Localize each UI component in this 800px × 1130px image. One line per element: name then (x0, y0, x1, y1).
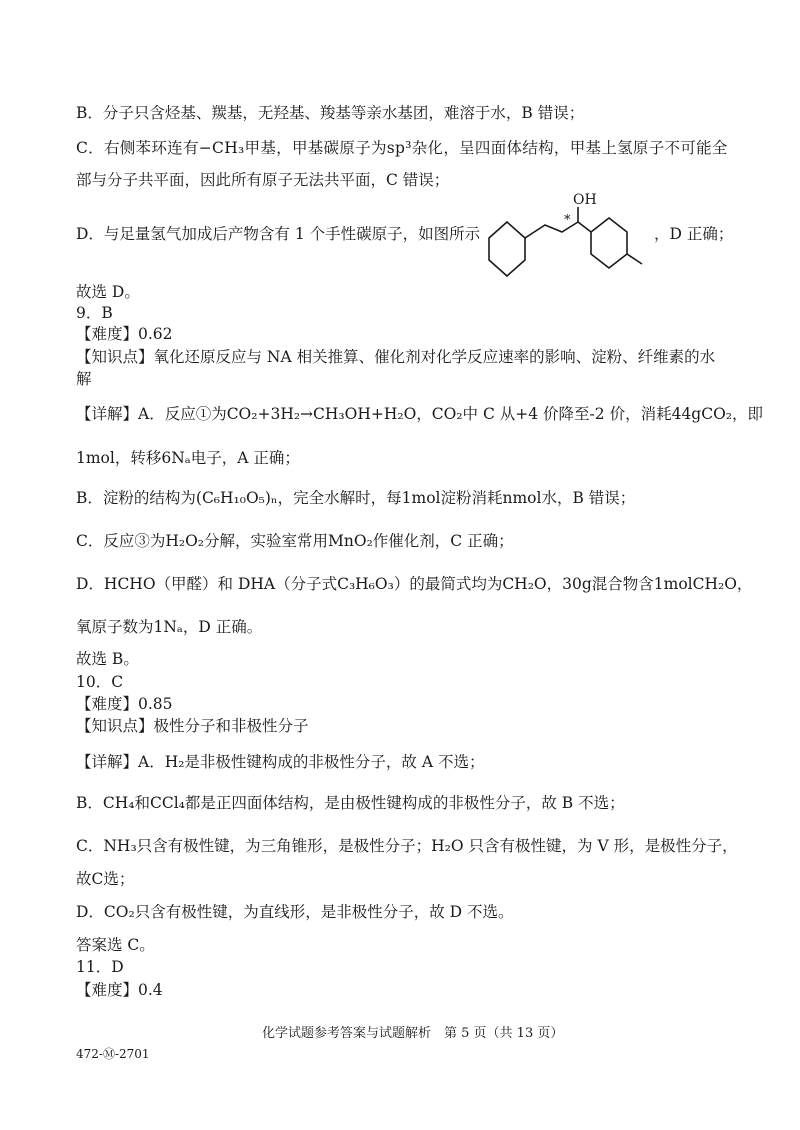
q9-knowledge-line2: 解 (76, 370, 92, 388)
ring-link-bond (578, 222, 591, 232)
q8-option-c-line2: 部与分子共平面，因此所有原子无法共平面，C 错误； (76, 171, 450, 189)
q9-detail-a-line1: 【详解】A．反应①为CO₂+3H₂→CH₃OH+H₂O，CO₂中 C 从+4 价降至-2 价，消耗44gCO₂，即 (76, 405, 764, 423)
methyl-bond (627, 254, 642, 264)
q10-answer: 答案选 C。 (76, 936, 155, 954)
q9-number: 9．B (76, 304, 113, 322)
q8-answer: 故选 D。 (76, 283, 140, 301)
q9-option-d-line2: 氧原子数为1Nₐ，D 正确。 (76, 618, 263, 636)
q9-knowledge-line1: 【知识点】氧化还原反应与 NA 相关推算、催化剂对化学反应速率的影响、淀粉、纤维素的水 (76, 348, 716, 366)
q8-option-d-text: D．与足量氢气加成后产物含有 1 个手性碳原子，如图所示 (76, 225, 481, 243)
q11-difficulty: 【难度】0.4 (76, 981, 163, 999)
chiral-carbon-structure (482, 188, 654, 280)
q9-answer: 故选 B。 (76, 650, 139, 668)
q9-detail-a-line2: 1mol，转移6Nₐ电子，A 正确； (76, 449, 300, 467)
q9-option-b: B．淀粉的结构为(C₆H₁₀O₅)ₙ，完全水解时，每1mol淀粉消耗nmol水，B 错误； (76, 489, 636, 507)
q10-number: 10．C (76, 673, 124, 691)
q10-difficulty: 【难度】0.85 (76, 695, 173, 713)
q8-option-b: B．分子只含烃基、羰基，无羟基、羧基等亲水基团，难溶于水，B 错误； (76, 104, 585, 122)
q10-option-c-line2: 故C选； (76, 870, 135, 888)
q10-detail-a: 【详解】A．H₂是非极性键构成的非极性分子，故 A 不选； (76, 753, 485, 771)
q10-option-d: D．CO₂只含有极性键，为直线形，是非极性分子，故 D 不选。 (76, 903, 514, 921)
page-footer: 化学试题参考答案与试题解析 第 5 页（共 13 页） (262, 1026, 564, 1041)
q9-option-c: C．反应③为H₂O₂分解，实验室常用MnO₂作催化剂，C 正确； (76, 532, 514, 550)
hydroxyl-label: OH (573, 192, 597, 208)
q10-knowledge: 【知识点】极性分子和非极性分子 (76, 717, 309, 735)
cyclohexane-ring-right (591, 218, 627, 268)
q10-option-c-line1: C．NH₃只含有极性键，为三角锥形，是极性分子；H₂O 只含有极性键，为 V 形，是极性分子， (76, 837, 738, 855)
chiral-star-mark: * (564, 213, 571, 228)
cyclohexane-ring-left (489, 222, 525, 276)
q10-option-b: B．CH₄和CCl₄都是正四面体结构，是由极性键构成的非极性分子，故 B 不选； (76, 794, 625, 812)
q8-option-c-line1: C．右侧苯环连有−CH₃甲基，甲基碳原子为sp³杂化，呈四面体结构，甲基上氢原子不可能全 (76, 139, 728, 157)
q8-option-d-conclusion: ，D 正确； (654, 225, 734, 243)
q9-option-d-line1: D．HCHO（甲醛）和 DHA（分子式C₃H₆O₃）的最简式均为CH₂O，30g混合物含1molCH₂O， (76, 575, 753, 593)
q9-difficulty: 【难度】0.62 (76, 325, 173, 343)
document-code: 472-Ⓜ-2701 (76, 1047, 150, 1061)
q11-number: 11．D (76, 958, 124, 976)
